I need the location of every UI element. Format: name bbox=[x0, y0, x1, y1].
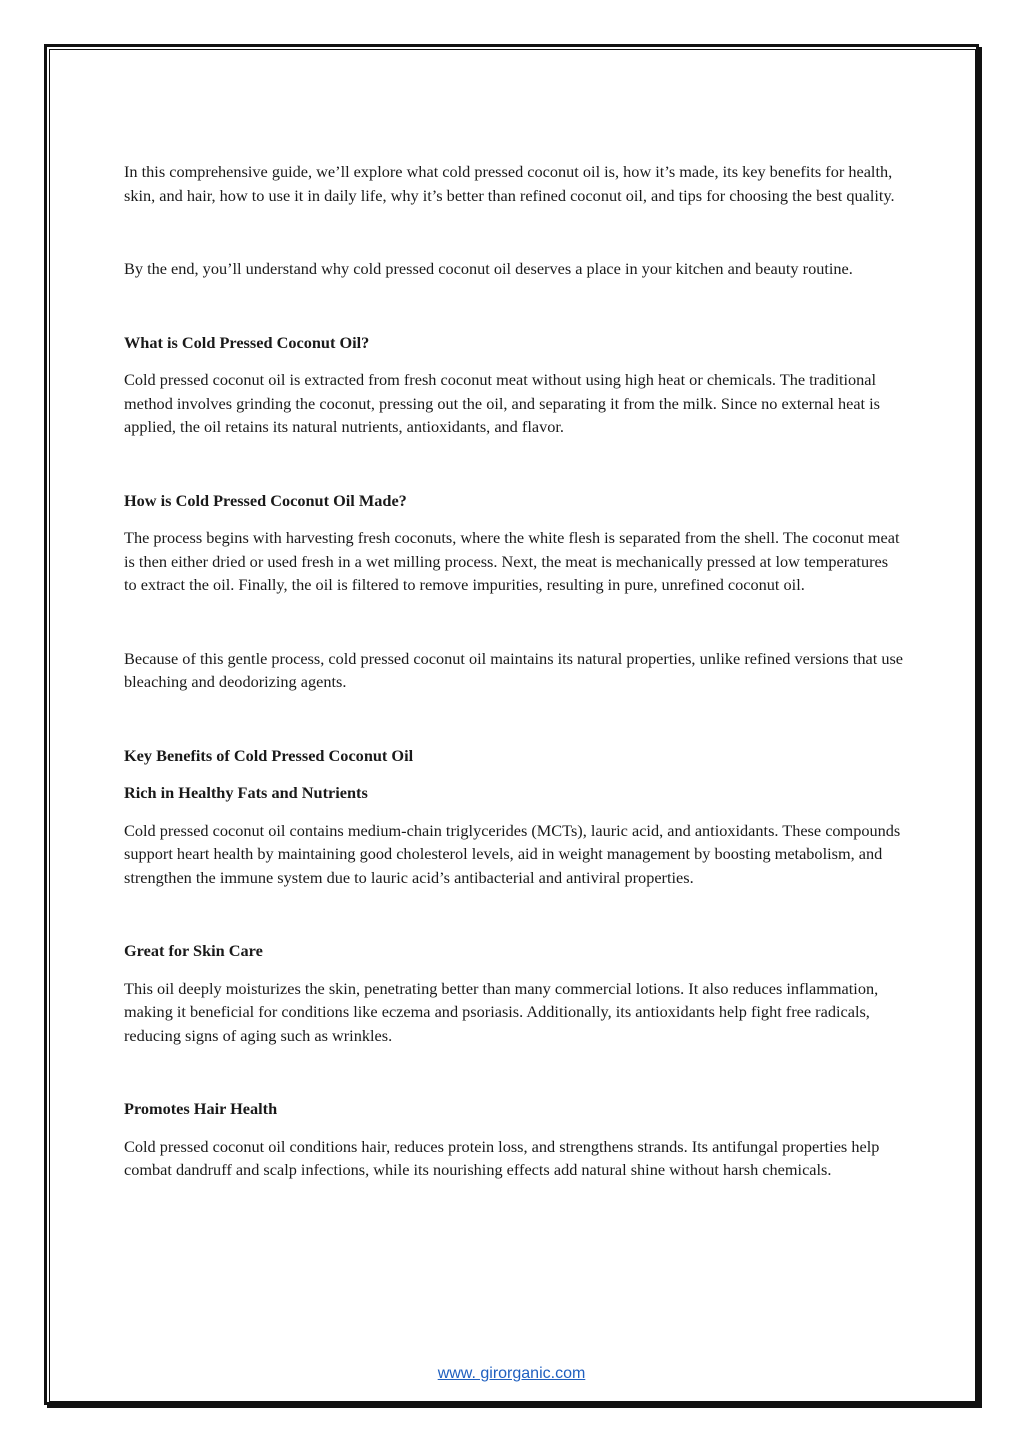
intro-paragraph-1: In this comprehensive guide, we’ll explore what cold pressed coconut oil is, how it’s made, its key benefits for health, skin, and hair, how to use it in daily life, why it’s better than refined coconut oil, and tips for choosing the best quality. bbox=[124, 162, 895, 205]
intro-paragraph-2: By the end, you’ll understand why cold pressed coconut oil deserves a place in your kitchen and beauty routine. bbox=[124, 259, 853, 278]
how-made-paragraph-1: The process begins with harvesting fresh coconuts, where the white flesh is separated from the shell. The coconut meat is then either dried or used fresh in a wet milling process. Next, the meat is mechanically pressed at low temperatures to extract the oil. Finally, the oil is filtered to remove impurities, resulting in pure, unrefined coconut oil. bbox=[124, 528, 900, 594]
hair-health-paragraph: Cold pressed coconut oil conditions hair, reduces protein loss, and strengthens strands. Its antifungal properties help combat dandruff and scalp infections, while its nourishing effects add natural shine without harsh chemicals. bbox=[124, 1136, 880, 1179]
how-made-paragraph-2: Because of this gentle process, cold pressed coconut oil maintains its natural properties, unlike refined versions that use bleaching and deodorizing agents. bbox=[124, 648, 904, 691]
hair-health-heading: Promotes Hair Health bbox=[124, 1099, 278, 1118]
what-is-paragraph: Cold pressed coconut oil is extracted from fresh coconut meat without using high heat or chemicals. The traditional method involves grinding the coconut, pressing out the oil, and separating it from the milk. Since no external heat is applied, the oil retains its natural nutrients, antioxidants, and flavor. bbox=[124, 370, 881, 436]
website-footer-link[interactable]: www. girorganic.com bbox=[437, 1365, 586, 1382]
skin-care-heading: Great for Skin Care bbox=[124, 941, 263, 960]
key-benefits-heading: Key Benefits of Cold Pressed Coconut Oil bbox=[124, 745, 414, 765]
healthy-fats-heading: Rich in Healthy Fats and Nutrients bbox=[124, 783, 368, 802]
what-is-heading: What is Cold Pressed Coconut Oil? bbox=[124, 332, 370, 352]
healthy-fats-paragraph: Cold pressed coconut oil contains medium-chain triglycerides (MCTs), lauric acid, and antioxidants. These compounds support heart health by maintaining good cholesterol levels, aid in weight management by boosting metabolism, and strengthen the immune system due to lauric acid’s antibacterial and antiviral properties. bbox=[124, 820, 901, 887]
skin-care-paragraph: This oil deeply moisturizes the skin, penetrating better than many commercial lotions. It also reduces inflammation, making it beneficial for conditions like eczema and psoriasis. Additionally, its antioxidants help fight free radicals, reducing signs of aging such as wrinkles. bbox=[124, 978, 879, 1045]
how-made-heading: How is Cold Pressed Coconut Oil Made? bbox=[124, 490, 407, 510]
document-body bbox=[124, 160, 904, 1182]
